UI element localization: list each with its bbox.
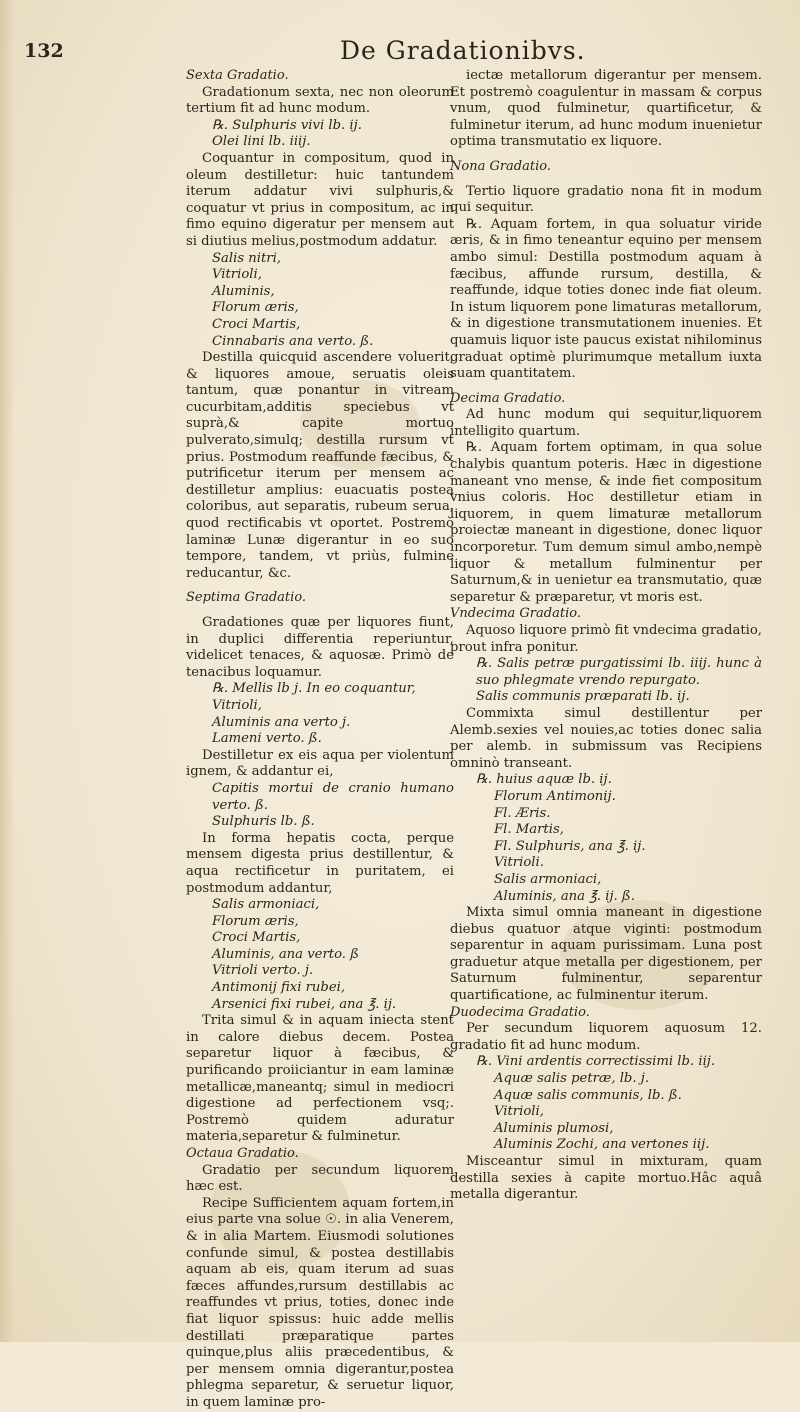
recipe-line: Vitrioli, — [212, 267, 262, 283]
recipe-line: Salis armoniaci, — [212, 897, 320, 913]
paragraph: Gradationum sexta, nec non oleorum tertium fit ad hunc modum. — [186, 84, 454, 117]
paragraph: Commixta simul destillentur per Alemb.sexies vel nouies,ac toties donec salia per alemb. in submissum vas Recipiens omninò transeant. — [450, 705, 762, 771]
recipe-line: Aluminis, ana ℥. ij. ß. — [494, 888, 635, 904]
recipe-line: Vitrioli, — [212, 697, 262, 713]
spacer — [186, 607, 454, 615]
paragraph: Destilla quicquid ascendere voluerit, & liquores amoue, seruatis oleis tantum, quæ ponantur in vitream cucurbitam,additis speciebus vt suprà,& capite mortuo pulverato,simulq; destilla rursum vt prius. Postmodum reaffunde fæcibus, & putrificetur iterum per mensem ac destilletur amplius: euacuatis postea coloribus, aut separatis, rubeum serua, quod rectificabis vt oportet. Postremò laminæ Lunæ digerantur in eo suo tempore, tandem, vt priùs, fulmine reducantur, &c. — [186, 350, 454, 581]
recipe-line: Lameni verto. ß. — [212, 731, 322, 747]
recipe-line: Salis communis præparati lb. ij. — [476, 689, 690, 705]
recipe-line: Salis armoniaci, — [494, 871, 602, 887]
recipe-line: Croci Martis, — [212, 930, 301, 946]
recipe-line: Aluminis, ana verto. ß — [212, 946, 359, 962]
left-column — [186, 68, 454, 1412]
right-column — [450, 68, 762, 1204]
paragraph: Ad hunc modum qui sequitur,liquorem intelligito quartum. — [450, 407, 762, 439]
recipe-line: Florum æris, — [212, 913, 299, 929]
recipe-line: ℞. huius aquæ lb. ij. — [476, 772, 612, 788]
spacer — [186, 582, 454, 590]
recipe-line: Fl. Æris. — [494, 805, 551, 821]
recipe-line: Capitis mortui de cranio humano verto. ß. — [212, 780, 454, 813]
spacer — [450, 176, 762, 184]
recipe-line: Vitrioli. — [494, 855, 544, 871]
paragraph: Gradationes quæ per liquores fiunt, in duplici differentia reperiuntur, videlicet tenaces, & aquosæ. Primò de tenacibus loquamur. — [186, 615, 454, 680]
paragraph: Tertio liquore gradatio nona fit in modum qui sequitur. — [450, 183, 762, 216]
spacer — [450, 383, 762, 391]
recipe-line: Florum Antimonij. — [494, 788, 616, 804]
recipe-line: Fl. Martis, — [494, 822, 564, 838]
paragraph: ℞. Aquam fortem optimam, in qua solue chalybis quantum poteris. Hæc in digestione maneant vno mense, & inde fiet compositum vnius coloris. Hoc destilletur etiam in liquorem, in quem limaturæ metallorum proiectæ maneant in digestione, donec liquor incorporetur. Tum demum simul ambo,nempè liquor & metallum fulminentur per Saturnum,& in uenietur ea transmutatio, quæ separetur & præparetur, vt moris est. — [450, 440, 762, 605]
recipe-line: Florum æris, — [212, 300, 299, 316]
paragraph: Per secundum liquorem aquosum 12. gradatio fit ad hunc modum. — [450, 1021, 762, 1053]
paragraph: Aquoso liquore primò fit vndecima gradatio, prout infra ponitur. — [450, 623, 762, 655]
running-title: De Gradationibvs. — [340, 36, 586, 65]
paragraph: iectæ metallorum digerantur per mensem. Et postremò coagulentur in massam & corpus vnum, quod fulminetur, quartificetur, & fulminetur iterum, ad hunc modum inuenietur optima transmutatio ex liquore. — [450, 68, 762, 150]
section-heading: Vndecima Gradatio. — [450, 606, 581, 622]
spacer — [450, 151, 762, 159]
paragraph: Destilletur ex eis aqua per violentum ignem, & addantur ei, — [186, 747, 454, 780]
paragraph: Mixta simul omnia maneant in digestione diebus quatuor atque viginti: postmodum separentur in aquam purissimam. Luna post graduetur atque metalla per digestionem, per Saturnum fulminentur, separentur quartificatione, ac fulminentur iterum. — [450, 905, 762, 1004]
recipe-line: Arsenici fixi rubei, ana ℥. ij. — [212, 996, 397, 1012]
recipe-line: Vitrioli, — [494, 1104, 544, 1120]
recipe-line: ℞. Vini ardentis correctissimi lb. iij. — [476, 1054, 716, 1070]
paragraph: Gradatio per secundum liquorem hæc est. — [186, 1162, 454, 1195]
recipe-line: ℞. Mellis lb j. In eo coquantur, — [212, 681, 416, 697]
recipe-line: Aluminis Zochi, ana vertones iij. — [494, 1137, 710, 1153]
recipe-line: ℞. Salis petræ purgatissimi lb. iiij. hunc à suo phlegmate vrendo repurgato. — [476, 656, 762, 688]
section-heading: Decima Gradatio. — [450, 390, 566, 406]
section-heading: Septima Gradatio. — [186, 590, 307, 606]
paragraph: Trita simul & in aquam iniecta stent in calore diebus decem. Postea separetur liquor à fæcibus, & purificando proiiciantur in eam laminæ metallicæ,maneantq; simul in mediocri digestione ad perfectionem vsq;. Postremò quidem aduratur materia,separetur & fulminetur. — [186, 1013, 454, 1145]
recipe-line: Cinnabaris ana verto. ß. — [212, 333, 374, 349]
recipe-line: Aquæ salis petræ, lb. j. — [494, 1071, 650, 1087]
recipe-line: Aluminis, — [212, 283, 275, 299]
recipe-line: Aquæ salis communis, lb. ß. — [494, 1087, 682, 1103]
paragraph: ℞. Aquam fortem, in qua soluatur viride æris, & in fimo teneantur equino per mensem ambo simul: Destilla postmodum aquam à fæcibus, affunde rursum, destilla, & reaffunde, idque toties donec inde fiat oleum. In istum liquorem pone limaturas metallorum, & in digestione transmutationem inuenies. Et quamuis liquor iste paucus existat nihilominus graduat optimè plurimumque metallum iuxta suam quantitatem. — [450, 216, 762, 382]
paragraph: Recipe Sufficientem aquam fortem,in eius parte vna solue ☉. in alia Venerem, & in alia Martem. Eiusmodi solutiones confunde simul, & postea destillabis aquam ab eis, quam iterum ad suas fæces affundes,rursum destillabis ac reaffundes vt prius, toties, donec inde fiat liquor spissus: huic adde mellis destillati præparatique partes quinque,plus aliis præcedentibus, & per mensem omnia digerantur,postea phlegma separetur, & seruetur liquor, in quem laminæ pro- — [186, 1195, 454, 1410]
paragraph: Coquantur in compositum, quod in oleum destilletur: huic tantundem iterum addatur vivi sulphuris,& coquatur vt prius in compositum, ac in fimo equino digeratur per mensem aut si diutius melius,postmodum addatur. — [186, 150, 454, 249]
recipe-line: Salis nitri, — [212, 250, 282, 266]
folio-number: 132 — [24, 40, 64, 62]
section-heading: Sexta Gradatio. — [186, 68, 289, 83]
recipe-line: Sulphuris lb. ß. — [212, 814, 315, 830]
recipe-line: Fl. Sulphuris, ana ℥. ij. — [494, 838, 646, 854]
recipe-line: Olei lini lb. iiij. — [212, 134, 311, 150]
section-heading: Duodecima Gradatio. — [450, 1004, 590, 1020]
section-heading: Octaua Gradatio. — [186, 1146, 299, 1161]
recipe-line: ℞. Sulphuris vivi lb. ij. — [212, 117, 362, 133]
section-heading: Nona Gradatio. — [450, 158, 551, 174]
recipe-line: Aluminis plumosi, — [494, 1120, 614, 1136]
recipe-line: Vitrioli verto. j. — [212, 963, 314, 979]
paragraph: In forma hepatis cocta, perque mensem digesta prius destillentur, & aqua rectificetur in puritatem, ei postmodum addantur, — [186, 830, 454, 896]
recipe-line: Croci Martis, — [212, 316, 301, 332]
recipe-line: Aluminis ana verto j. — [212, 714, 351, 730]
recipe-line: Antimonij fixi rubei, — [212, 980, 346, 996]
paragraph: Misceantur simul in mixturam, quam destilla sexies à capite mortuo.Hâc aquâ metalla digerantur. — [450, 1154, 762, 1203]
